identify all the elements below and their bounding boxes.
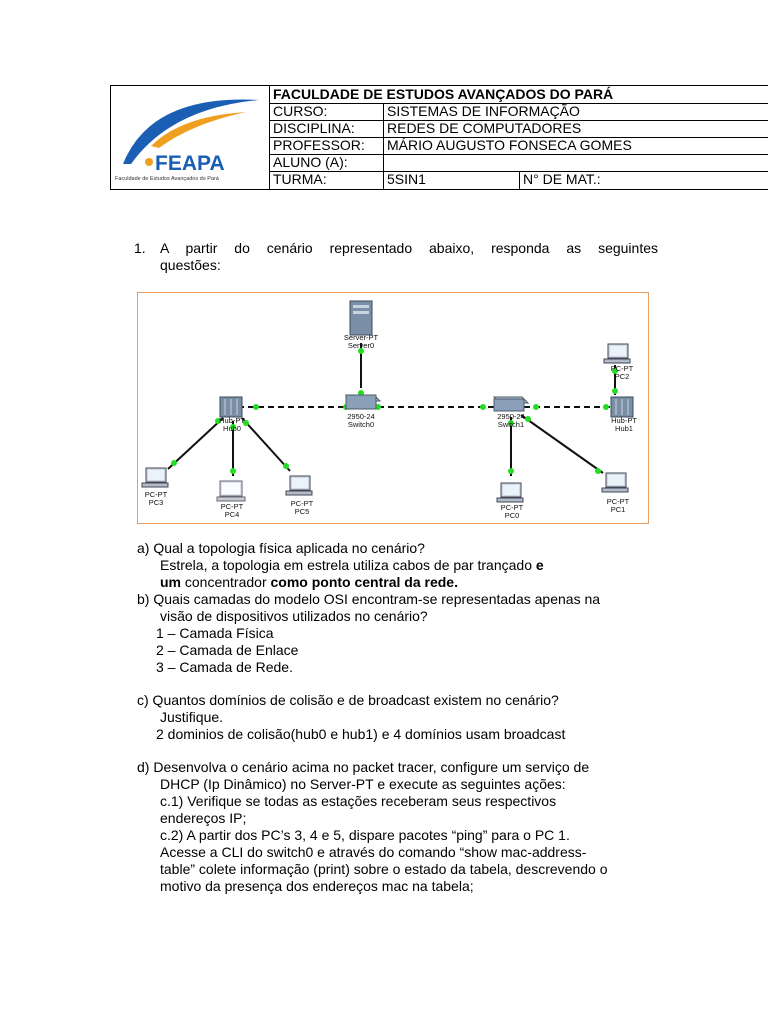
logo-text: FEAPA bbox=[155, 152, 225, 175]
switch0-label: 2950-24 Switch0 bbox=[347, 412, 375, 429]
question-c-line2: Justifique. bbox=[160, 709, 224, 725]
diagram-canvas bbox=[138, 293, 649, 524]
disciplina-label: DISCIPLINA: bbox=[273, 120, 355, 136]
turma-label: TURMA: bbox=[273, 171, 327, 187]
pc5-label: PC-PT PC5 bbox=[290, 499, 314, 516]
switch1-icon bbox=[494, 397, 528, 411]
hub1-label: Hub-PT Hub1 bbox=[611, 416, 637, 433]
curso-value: SISTEMAS DE INFORMAÇÃO bbox=[387, 103, 580, 119]
logo-subtitle: Faculdade de Estudos Avançados do Pará bbox=[115, 176, 219, 182]
question-line-1: A partir do cenário representado abaixo, responda as seguintes bbox=[160, 240, 658, 256]
network-diagram bbox=[137, 292, 649, 524]
turma-value: 5SIN1 bbox=[387, 171, 426, 187]
answer-b-3: 3 – Camada de Rede. bbox=[156, 659, 293, 675]
question-d-line5: c.2) A partir dos PC’s 3, 4 e 5, dispare pacotes “ping” para o PC 1. bbox=[160, 827, 570, 843]
pc0-label: PC-PT PC0 bbox=[500, 503, 524, 520]
pc1-icon bbox=[602, 473, 628, 492]
question-d-line1: d) Desenvolva o cenário acima no packet tracer, configure um serviço de bbox=[137, 759, 590, 775]
question-b-line1: b) Quais camadas do modelo OSI encontram-se representadas apenas na bbox=[137, 591, 601, 607]
question-d-line7: table” colete informação (print) sobre o estado da tabela, descrevendo o bbox=[160, 861, 608, 877]
question-number: 1. bbox=[134, 240, 146, 256]
header-row-turma bbox=[269, 171, 768, 189]
question-b-line2: visão de dispositivos utilizados no cenário? bbox=[160, 608, 428, 624]
header-row-disciplina bbox=[269, 120, 768, 138]
header-row-aluno bbox=[269, 154, 768, 172]
hub1-icon bbox=[611, 397, 633, 417]
question-a: a) Qual a topologia física aplicada no cenário? bbox=[137, 540, 425, 556]
header-row-curso bbox=[269, 103, 768, 121]
feapa-logo bbox=[111, 86, 269, 189]
pc4-label: PC-PT PC4 bbox=[220, 502, 244, 519]
question-d-line6: Acesse a CLI do switch0 e através do comando “show mac-address- bbox=[160, 844, 587, 860]
pc2-label: PC-PT PC2 bbox=[610, 364, 634, 381]
header-row-institution bbox=[269, 86, 768, 104]
institution-name: FACULDADE DE ESTUDOS AVANÇADOS DO PARÁ bbox=[273, 86, 614, 102]
switch0-icon bbox=[346, 395, 380, 409]
answer-a-line2: um concentrador como ponto central da rede. bbox=[160, 574, 458, 590]
pc2-icon bbox=[604, 344, 630, 363]
pc0-icon bbox=[497, 483, 523, 502]
server-label: Server-PT Server0 bbox=[343, 333, 379, 350]
question-d-line3: c.1) Verifique se todas as estações receberam seus respectivos bbox=[160, 793, 557, 809]
question-d-line2: DHCP (Ip Dinâmico) no Server-PT e execute as seguintes ações: bbox=[160, 776, 566, 792]
answer-b-1: 1 – Camada Física bbox=[156, 625, 274, 641]
header-table bbox=[110, 85, 768, 190]
hub0-label: Hub-PT Hub0 bbox=[219, 416, 245, 433]
answer-a-line1: Estrela, a topologia em estrela utiliza cabos de par trançado e bbox=[160, 557, 544, 573]
answer-c: 2 dominios de colisão(hub0 e hub1) e 4 domínios usam broadcast bbox=[156, 726, 566, 742]
pc5-icon bbox=[286, 476, 312, 495]
disciplina-value: REDES DE COMPUTADORES bbox=[387, 120, 582, 136]
aluno-label: ALUNO (A): bbox=[273, 154, 348, 170]
question-d-line8: motivo da presença dos endereços mac na tabela; bbox=[160, 878, 474, 894]
answer-b-2: 2 – Camada de Enlace bbox=[156, 642, 299, 658]
matricula-label: N° DE MAT.: bbox=[523, 171, 601, 187]
pc3-label: PC-PT PC3 bbox=[144, 490, 168, 507]
professor-value: MÁRIO AUGUSTO FONSECA GOMES bbox=[387, 137, 632, 153]
header-row-professor bbox=[269, 137, 768, 155]
question-line-2: questões: bbox=[160, 257, 221, 273]
logo-cell bbox=[111, 86, 270, 189]
logo-dot bbox=[145, 158, 153, 166]
question-d-line4: endereços IP; bbox=[160, 810, 247, 826]
pc1-label: PC-PT PC1 bbox=[606, 497, 630, 514]
pc4-icon bbox=[217, 481, 245, 501]
server-icon bbox=[350, 301, 372, 335]
question-c-line1: c) Quantos domínios de colisão e de broadcast existem no cenário? bbox=[137, 692, 559, 708]
curso-label: CURSO: bbox=[273, 103, 328, 119]
hub0-icon bbox=[220, 397, 242, 417]
professor-label: PROFESSOR: bbox=[273, 137, 365, 153]
switch1-label: 2950-24 Switch1 bbox=[497, 412, 525, 429]
pc3-icon bbox=[142, 468, 168, 487]
